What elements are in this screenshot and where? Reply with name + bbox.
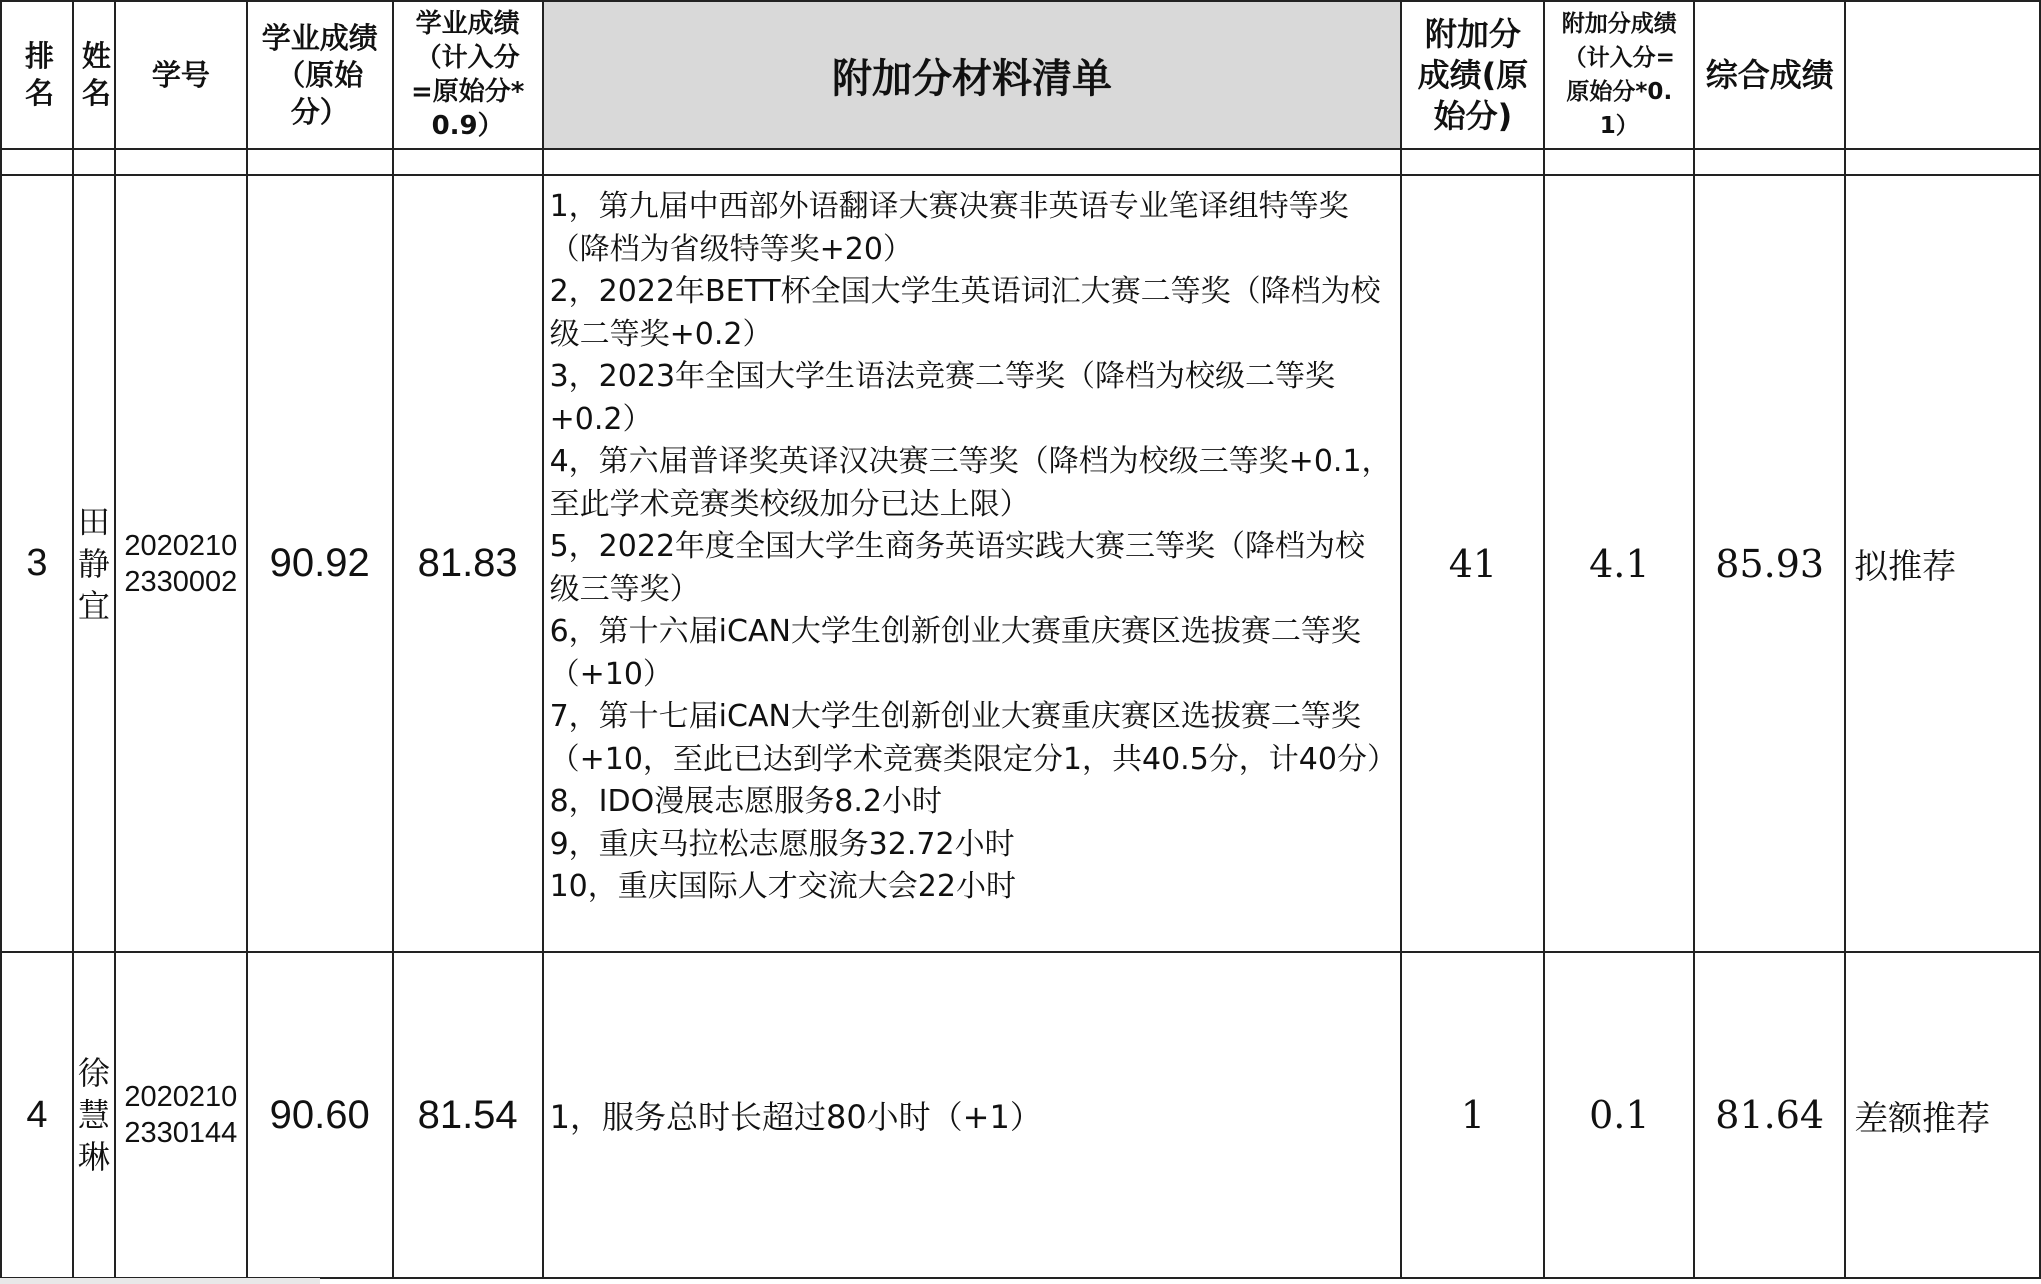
material-item: 5，2022年度全国大学生商务英语实践大赛三等奖（降档为校级三等奖） (549, 529, 1366, 607)
blank-cell[interactable] (73, 149, 115, 175)
header-bonus-raw-label: 附加分成绩(原始分) (1417, 14, 1529, 135)
cell-bonus-raw[interactable] (1401, 175, 1544, 952)
sheet-tab-strip (0, 1278, 320, 1284)
bonus-weighted-value: 4.1 (1589, 541, 1650, 586)
remark-value: 差额推荐 (1854, 1098, 1991, 1139)
blank-cell[interactable] (1845, 149, 2040, 175)
bonus-raw-value: 41 (1448, 541, 1498, 586)
blank-row (1, 149, 2040, 175)
blank-cell[interactable] (1, 149, 73, 175)
header-rank-label: 排名 (24, 39, 54, 110)
material-item: 6，第十六届iCAN大学生创新创业大赛重庆赛区选拔赛二等奖（+10） (549, 614, 1361, 692)
cell-bonus-raw[interactable] (1401, 952, 1544, 1278)
total-value: 81.64 (1715, 1093, 1825, 1137)
cell-academic-weighted[interactable] (393, 175, 543, 952)
total-value: 85.93 (1715, 541, 1825, 586)
header-name[interactable] (73, 1, 115, 149)
cell-student-id[interactable] (115, 175, 247, 952)
academic-raw-value: 90.92 (269, 541, 370, 585)
header-name-label: 姓名 (81, 39, 111, 110)
material-item: 1，服务总时长超过80小时（+1） (549, 1098, 1042, 1136)
table-row (1, 175, 2040, 952)
academic-weighted-value: 81.54 (417, 1092, 518, 1137)
header-row (1, 1, 2040, 149)
blank-cell[interactable] (1544, 149, 1694, 175)
cell-remark[interactable] (1845, 952, 2040, 1278)
header-total[interactable] (1694, 1, 1845, 149)
table-row (1, 952, 2040, 1278)
cell-student-id[interactable] (115, 952, 247, 1278)
cell-bonus-weighted[interactable] (1544, 175, 1694, 952)
cell-total[interactable] (1694, 175, 1845, 952)
header-bonus-weighted-label: 附加分成绩（计入分=原始分*0.1） (1561, 11, 1677, 139)
cell-academic-raw[interactable] (247, 952, 393, 1278)
bonus-raw-value: 1 (1460, 1093, 1486, 1137)
material-item: 3，2023年全国大学生语法竞赛二等奖（降档为校级二等奖+0.2） (549, 359, 1336, 437)
cell-academic-weighted[interactable] (393, 952, 543, 1278)
header-academic-weighted-label: 学业成绩（计入分=原始分*0.9） (410, 9, 525, 141)
cell-total[interactable] (1694, 952, 1845, 1278)
header-total-label: 综合成绩 (1705, 55, 1834, 94)
blank-cell[interactable] (247, 149, 393, 175)
name-value: 徐慧琳 (77, 1054, 110, 1176)
blank-cell[interactable] (1401, 149, 1544, 175)
material-item: 1，第九届中西部外语翻译大赛决赛非英语专业笔译组特等奖（降档为省级特等奖+20） (549, 189, 1349, 267)
bonus-weighted-value: 0.1 (1589, 1093, 1650, 1137)
header-materials-label: 附加分材料清单 (832, 55, 1113, 102)
header-academic-weighted[interactable] (393, 1, 543, 149)
cell-rank[interactable] (1, 952, 73, 1278)
cell-bonus-weighted[interactable] (1544, 952, 1694, 1278)
material-item: 7，第十七届iCAN大学生创新创业大赛重庆赛区选拔赛二等奖（+10，至此已达到学术竞赛类限定分1，共40.5分，计40分） (549, 699, 1397, 777)
header-student-id-label: 学号 (151, 57, 210, 92)
student-id-value: 20202102330144 (124, 1081, 238, 1149)
cell-academic-raw[interactable] (247, 175, 393, 952)
blank-cell[interactable] (543, 149, 1402, 175)
header-rank[interactable] (1, 1, 73, 149)
blank-cell[interactable] (115, 149, 247, 175)
material-item: 9，重庆马拉松志愿服务32.72小时 (549, 826, 1015, 862)
header-student-id[interactable] (115, 1, 247, 149)
material-item: 2，2022年BETT杯全国大学生英语词汇大赛二等奖（降档为校级二等奖+0.2） (549, 274, 1381, 352)
cell-remark[interactable] (1845, 175, 2040, 952)
academic-raw-value: 90.60 (269, 1092, 370, 1137)
material-item: 8，IDO漫展志愿服务8.2小时 (549, 784, 942, 819)
blank-cell[interactable] (1694, 149, 1845, 175)
header-remark[interactable] (1845, 1, 2040, 149)
student-id-value: 20202102330002 (124, 529, 238, 598)
header-academic-raw-label: 学业成绩（原始分） (261, 20, 378, 129)
name-value: 田静宜 (77, 502, 110, 625)
blank-cell[interactable] (393, 149, 543, 175)
academic-weighted-value: 81.83 (417, 541, 518, 585)
cell-materials[interactable] (543, 175, 1402, 952)
remark-value: 拟推荐 (1854, 547, 1957, 587)
cell-materials[interactable] (543, 952, 1402, 1278)
material-item: 4，第六届普译奖英译汉决赛三等奖（降档为校级三等奖+0.1，至此学术竞赛类校级加分已达上限） (549, 444, 1392, 522)
cell-rank[interactable] (1, 175, 73, 952)
rank-value: 3 (26, 542, 48, 584)
material-item: 10，重庆国际人才交流大会22小时 (549, 869, 1016, 904)
header-bonus-raw[interactable] (1401, 1, 1544, 149)
cell-name[interactable] (73, 175, 115, 952)
header-materials[interactable] (543, 1, 1402, 149)
header-academic-raw[interactable] (247, 1, 393, 149)
header-bonus-weighted[interactable] (1544, 1, 1694, 149)
rank-value: 4 (26, 1093, 48, 1136)
cell-name[interactable] (73, 952, 115, 1278)
